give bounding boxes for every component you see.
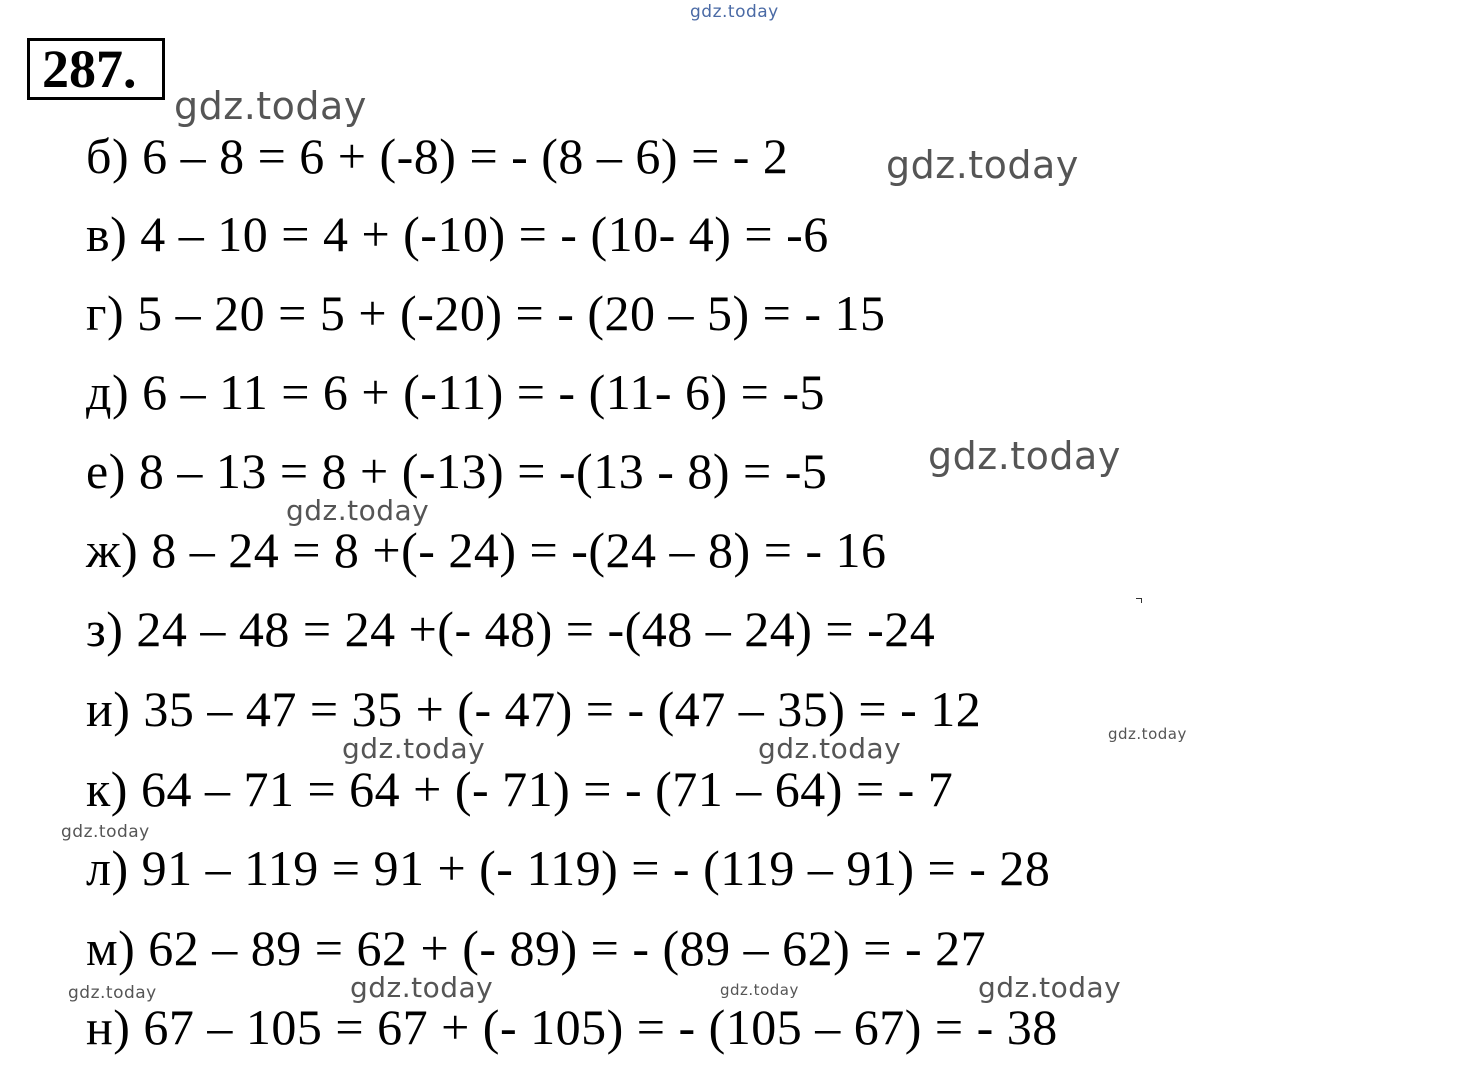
solution-line-z: з) 24 – 48 = 24 +(- 48) = -(48 – 24) = -24: [86, 601, 936, 657]
solution-line-g: г) 5 – 20 = 5 + (-20) = - (20 – 5) = - 15: [86, 285, 886, 341]
watermark-logo: gdz.today: [690, 2, 779, 22]
solution-line-m: м) 62 – 89 = 62 + (- 89) = - (89 – 62) = - 27: [86, 920, 987, 976]
watermark-logo: gdz.today: [61, 822, 150, 842]
corner-mark: [1136, 598, 1142, 603]
solution-line-e: е) 8 – 13 = 8 + (-13) = -(13 - 8) = -5: [86, 443, 828, 499]
watermark-logo: gdz.today: [886, 143, 1079, 187]
watermark-logo: gdz.today: [174, 84, 367, 128]
task-number: 287.: [27, 38, 165, 100]
watermark-logo: gdz.today: [928, 434, 1121, 478]
watermark-logo: gdz.today: [758, 732, 902, 765]
solution-line-v: в) 4 – 10 = 4 + (-10) = - (10- 4) = -6: [86, 206, 829, 262]
watermark-logo: gdz.today: [286, 494, 430, 527]
solution-line-i: и) 35 – 47 = 35 + (- 47) = - (47 – 35) = - 12: [86, 681, 982, 737]
solution-line-d: д) 6 – 11 = 6 + (-11) = - (11- 6) = -5: [86, 364, 826, 420]
watermark-logo: gdz.today: [350, 971, 494, 1004]
solution-line-k: к) 64 – 71 = 64 + (- 71) = - (71 – 64) = - 7: [86, 761, 954, 817]
watermark-logo: gdz.today: [342, 732, 486, 765]
watermark-logo: gdz.today: [68, 983, 157, 1003]
solution-line-b: б) 6 – 8 = 6 + (-8) = - (8 – 6) = - 2: [86, 128, 789, 184]
solution-line-l: л) 91 – 119 = 91 + (- 119) = - (119 – 91) = - 28: [86, 840, 1051, 896]
watermark-logo: gdz.today: [720, 981, 799, 999]
watermark-logo: gdz.today: [1108, 725, 1187, 743]
solution-line-n: н) 67 – 105 = 67 + (- 105) = - (105 – 67) = - 38: [86, 999, 1058, 1055]
solution-line-zh: ж) 8 – 24 = 8 +(- 24) = -(24 – 8) = - 16: [86, 522, 887, 578]
watermark-logo: gdz.today: [978, 971, 1122, 1004]
